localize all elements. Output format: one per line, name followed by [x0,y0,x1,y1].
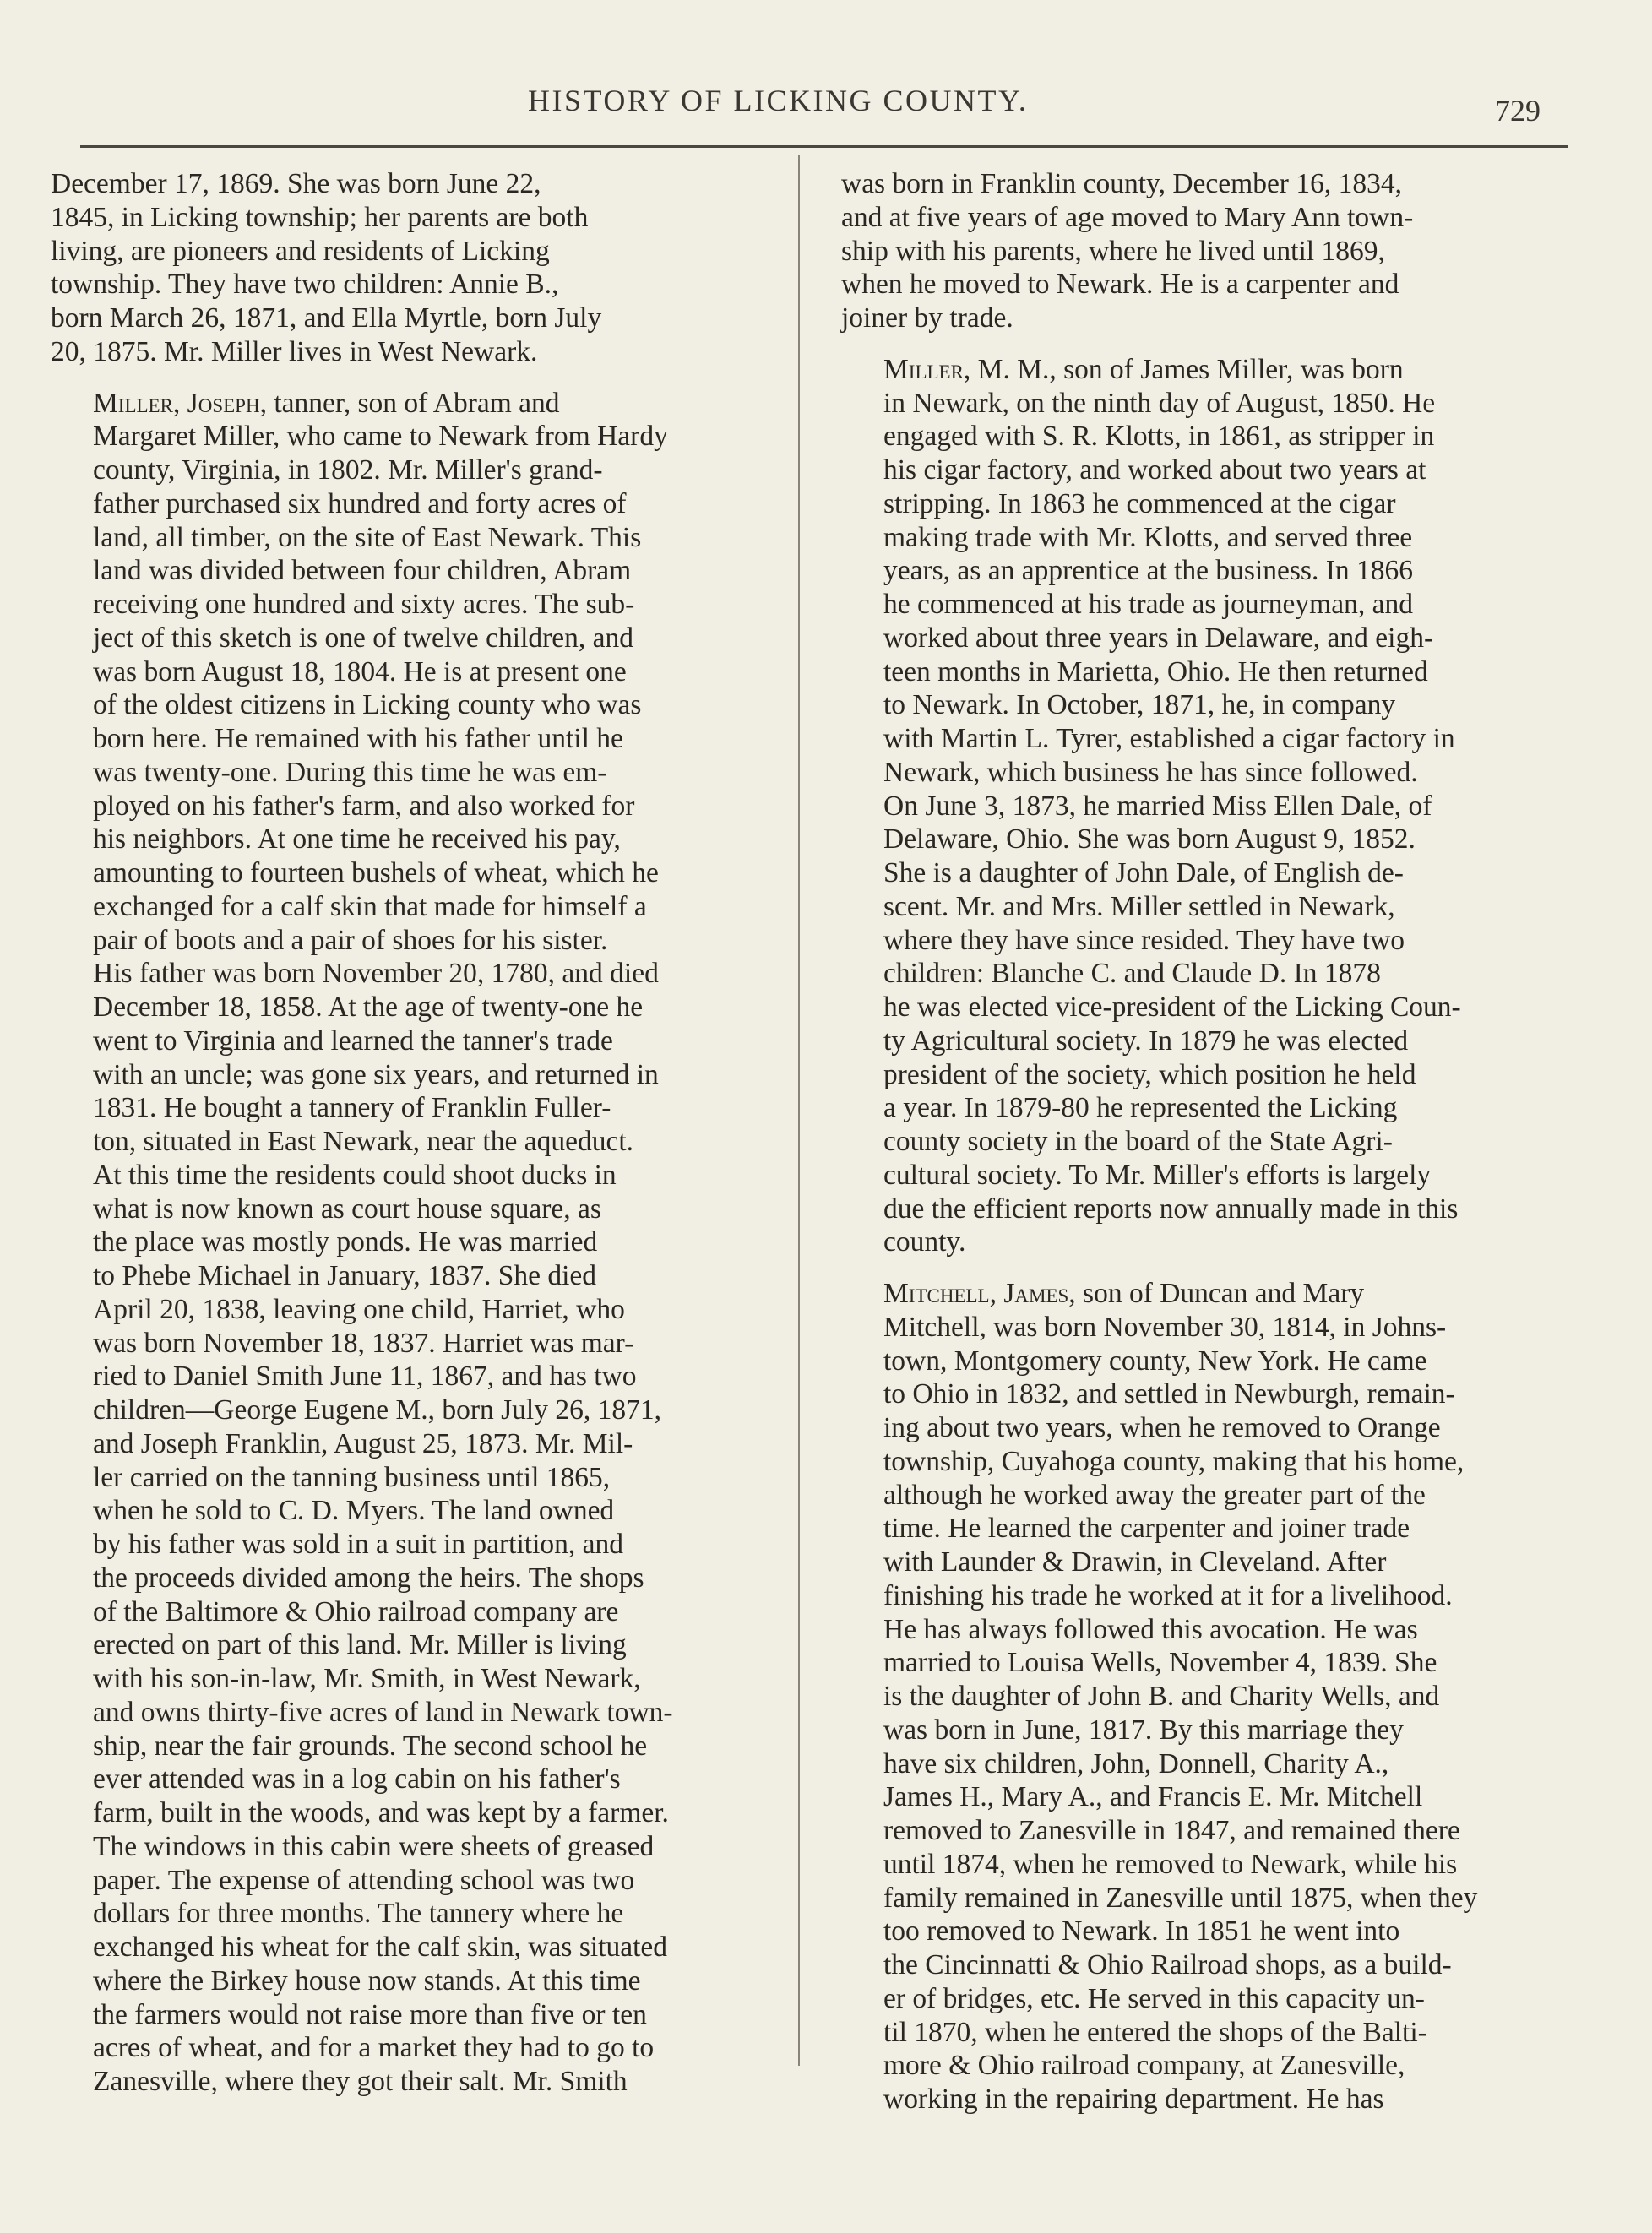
text-line: living, are pioneers and residents of Licking [51,235,550,267]
text-line: dollars for three months. The tannery where he [93,1898,624,1930]
left-column [51,167,760,2116]
text-line: his neighbors. At one time he received his pay, [93,823,621,856]
text-line: the place was mostly ponds. He was married [93,1226,598,1258]
text-line: December 17, 1869. She was born June 22, [51,168,541,199]
column-divider [798,155,800,2066]
text-line: although he worked away the greater part of the [883,1479,1426,1511]
text-line: ployed on his father's farm, and also worked for [93,790,635,822]
entry-text: son of Duncan and Mary [1075,1278,1365,1309]
continued-paragraph [51,167,760,369]
text-line: cultural society. To Mr. Miller's efforts is largely [883,1159,1432,1191]
text-line: making trade with Mr. Klotts, and served three [883,521,1413,553]
text-line: with his son-in-law, Mr. Smith, in West Newark, [93,1663,641,1694]
page-number: 729 [1495,94,1541,128]
text-line: 1831. He bought a tannery of Franklin Fuller- [93,1092,611,1124]
text-line: too removed to Newark. In 1851 he went into [883,1915,1400,1948]
text-line: and at five years of age moved to Mary Ann town- [841,201,1414,233]
text-line: county. [883,1226,966,1258]
text-line: a year. In 1879-80 he represented the Licking [883,1092,1398,1124]
entry-text: son of James Miller, was born [1056,353,1404,385]
text-line: April 20, 1838, leaving one child, Harriet, who [93,1293,625,1325]
biography-entry [841,353,1551,1259]
text-line: to Newark. In October, 1871, he, in company [883,689,1396,721]
text-line: of the oldest citizens in Licking county who was [93,689,642,721]
entry-name: Miller, M. M., [883,353,1057,385]
text-line: when he moved to Newark. He is a carpenter and [841,269,1399,301]
text-line [51,387,760,421]
text-line: finishing his trade he worked at it for a livelihood. [883,1579,1453,1611]
text-line: Mitchell, was born November 30, 1814, in Johns- [883,1311,1447,1343]
text-line: was born in Franklin county, December 16, 1834, [841,168,1402,199]
text-line: was born August 18, 1804. He is at present one [93,655,627,687]
text-line: he was elected vice-president of the Licking Coun- [883,992,1461,1023]
text-line: ty Agricultural society. In 1879 he was elected [883,1024,1409,1057]
text-line: due the efficient reports now annually made in this [883,1193,1459,1225]
text-line: ing about two years, when he removed to Orange [883,1412,1441,1443]
text-line: pair of boots and a pair of shoes for his sister. [93,924,608,956]
text-line: teen months in Marietta, Ohio. He then returned [883,655,1428,687]
text-line: stripping. In 1863 he commenced at the cigar [883,487,1396,519]
text-line: ler carried on the tanning business until 1865, [93,1461,611,1493]
text-line: where the Birkey house now stands. At this time [93,1964,641,1997]
text-line: exchanged for a calf skin that made for himself a [93,890,647,922]
text-line: amounting to fourteen bushels of wheat, which he [93,857,659,888]
text-line: town, Montgomery county, New York. He came [883,1345,1427,1377]
text-line: president of the society, which position he held [883,1058,1416,1090]
text-line: by his father was sold in a suit in partition, and [93,1529,624,1560]
text-line: was born in June, 1817. By this marriage they [883,1714,1404,1746]
text-line: time. He learned the carpenter and joiner trade [883,1513,1410,1545]
text-line: ever attended was in a log cabin on his father's [93,1763,621,1796]
text-line: land, all timber, on the site of East Newark. This [93,521,642,553]
text-line: he commenced at his trade as journeyman, and [883,589,1413,620]
text-line: the Cincinnatti & Ohio Railroad shops, as a build- [883,1949,1452,1980]
text-line: was twenty-one. During this time he was em- [93,756,607,788]
text-line: ship, near the fair grounds. The second school he [93,1730,648,1762]
text-line: county society in the board of the State Agri- [883,1126,1393,1157]
header-rule [80,145,1568,148]
text-line: farm, built in the woods, and was kept by a farmer. [93,1797,669,1828]
text-line: land was divided between four children, Abram [93,555,632,587]
text-line: engaged with S. R. Klotts, in 1861, as stripper in [883,421,1435,453]
text-line: His father was born November 20, 1780, and died [93,958,659,990]
text-line: the farmers would not raise more than five or ten [93,1998,647,2030]
text-line: acres of wheat, and for a market they had to go to [93,2032,655,2064]
text-line: Margaret Miller, who came to Newark from Hardy [93,421,668,453]
text-line: At this time the residents could shoot ducks in [93,1159,617,1191]
biography-entry [841,1277,1551,2116]
text-line: of the Baltimore & Ohio railroad company are [93,1595,619,1627]
text-line [841,1277,1551,1311]
text-line: children—George Eugene M., born July 26, 1871, [93,1394,661,1426]
text-line: born March 26, 1871, and Ella Myrtle, born July [51,302,602,334]
text-line: James H., Mary A., and Francis E. Mr. Mitchell [883,1781,1423,1813]
biography-entry [51,387,760,2099]
text-line: Delaware, Ohio. She was born August 9, 1852. [883,823,1416,856]
text-line: to Phebe Michael in January, 1837. She died [93,1260,597,1291]
text-line: removed to Zanesville in 1847, and remained there [883,1815,1460,1846]
text-line: married to Louisa Wells, November 4, 1839. She [883,1647,1437,1679]
entry-text: tanner, son of Abram and [266,387,560,419]
entry-name: Miller, Joseph, [93,387,267,419]
text-line: years, as an apprentice at the business. In 1866 [883,555,1413,587]
text-line: with Launder & Drawin, in Cleveland. After [883,1546,1387,1578]
right-column [841,167,1551,2134]
text-line: joiner by trade. [841,302,1013,334]
text-line: the proceeds divided among the heirs. The shops [93,1562,644,1594]
text-line: er of bridges, etc. He served in this capacity un- [883,1982,1425,2014]
text-line: what is now known as court house square, as [93,1193,601,1225]
text-line: family remained in Zanesville until 1875, when they [883,1882,1478,1914]
text-line: more & Ohio railroad company, at Zanesville, [883,2050,1405,2082]
text-line: receiving one hundred and sixty acres. The sub- [93,589,635,620]
text-line: with Martin L. Tyrer, established a cigar factory in [883,723,1455,754]
entry-name: Mitchell, James, [883,1278,1076,1309]
text-line: and owns thirty-five acres of land in Newark town- [93,1696,673,1728]
text-line: have six children, John, Donnell, Charity A., [883,1747,1389,1779]
text-line: exchanged his wheat for the calf skin, was situated [93,1931,668,1963]
text-line: ried to Daniel Smith June 11, 1867, and has two [93,1361,637,1393]
text-line: Newark, which business he has since followed. [883,756,1418,788]
text-line: where they have since resided. They have two [883,924,1405,956]
text-line: On June 3, 1873, he married Miss Ellen Dale, of [883,790,1432,822]
running-title: HISTORY OF LICKING COUNTY. [528,84,1029,117]
text-line: Zanesville, where they got their salt. Mr. Smith [93,2066,628,2097]
text-line: 1845, in Licking township; her parents are both [51,201,589,233]
text-line: The windows in this cabin were sheets of greased [93,1830,655,1862]
text-line: December 18, 1858. At the age of twenty-one he [93,992,644,1023]
text-line: in Newark, on the ninth day of August, 1850. He [883,387,1436,419]
text-line: county, Virginia, in 1802. Mr. Miller's grand- [93,454,603,486]
text-line: til 1870, when he entered the shops of the Balti- [883,2016,1427,2048]
text-line: working in the repairing department. He has [883,2084,1384,2115]
text-line: ject of this sketch is one of twelve children, and [93,622,634,654]
text-line: children: Blanche C. and Claude D. In 1878 [883,958,1381,990]
text-line: scent. Mr. and Mrs. Miller settled in Newark, [883,890,1395,922]
text-line: went to Virginia and learned the tanner's trade [93,1024,613,1057]
text-line: worked about three years in Delaware, and eigh- [883,622,1434,654]
text-line [841,353,1551,387]
text-line: born here. He remained with his father until he [93,723,623,754]
text-line: and Joseph Franklin, August 25, 1873. Mr. Mil- [93,1427,633,1459]
continued-paragraph [841,167,1551,335]
text-line: township. They have two children: Annie B., [51,269,559,301]
text-line: father purchased six hundred and forty acres of [93,487,627,519]
text-line: ton, situated in East Newark, near the aqueduct. [93,1126,634,1157]
text-line: when he sold to C. D. Myers. The land owned [93,1495,615,1527]
text-line: 20, 1875. Mr. Miller lives in West Newark. [51,335,538,367]
text-line: his cigar factory, and worked about two years at [883,454,1426,486]
text-line: paper. The expense of attending school was two [93,1864,635,1896]
text-line: with an uncle; was gone six years, and returned in [93,1058,659,1090]
text-line: township, Cuyahoga county, making that his home, [883,1445,1465,1477]
text-line: She is a daughter of John Dale, of English de- [883,857,1404,888]
text-line: erected on part of this land. Mr. Miller is living [93,1629,627,1661]
text-line: was born November 18, 1837. Harriet was mar- [93,1327,634,1359]
text-line: is the daughter of John B. and Charity Wells, and [883,1681,1440,1712]
text-line: until 1874, when he removed to Newark, while his [883,1848,1458,1880]
text-line: He has always followed this avocation. He was [883,1613,1418,1645]
text-line: to Ohio in 1832, and settled in Newburgh, remain- [883,1378,1455,1410]
text-line: ship with his parents, where he lived until 1869, [841,235,1385,267]
